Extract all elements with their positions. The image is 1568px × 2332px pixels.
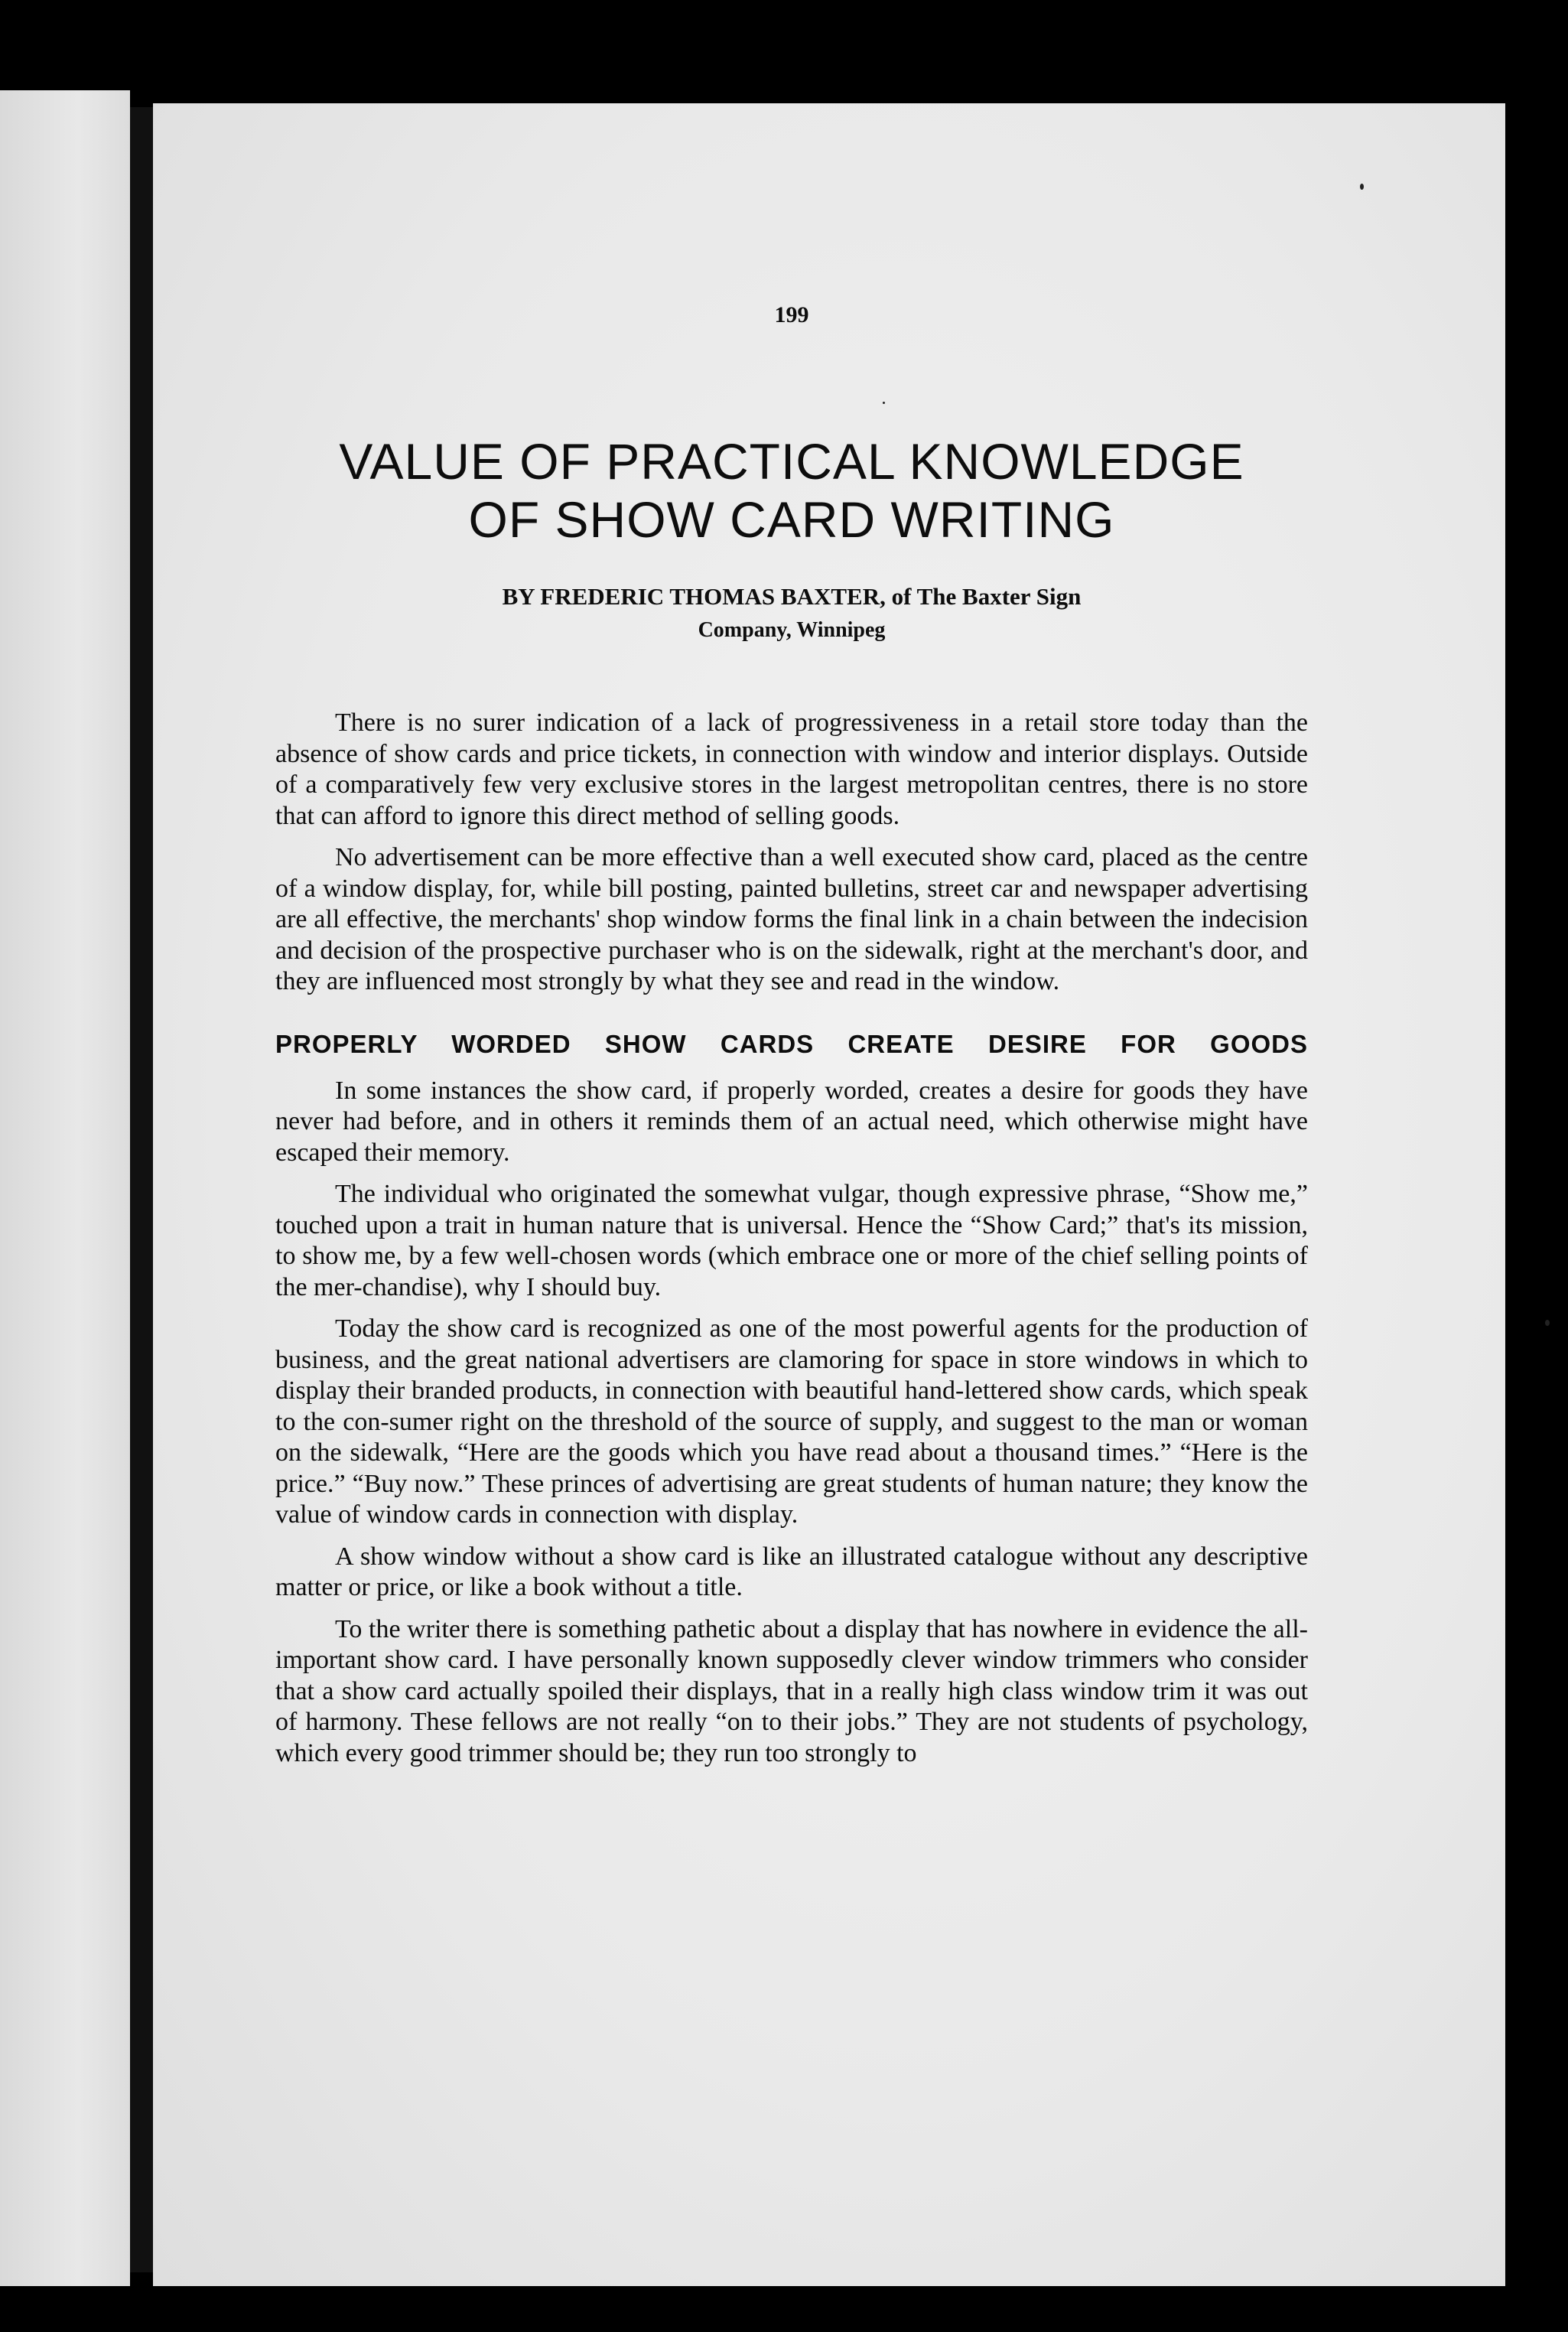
paragraph: To the writer there is something pathetic about a display that has nowhere in evidence the all-important show card. I have personally known supposedly clever window trimmers who consider that a show card actually spoiled their displays, that in a really high class window trim it was out of harmony. These fellows are not really “on to their jobs.” They are not students of psychology, which every good trimmer should be; they run too strongly to (275, 1614, 1308, 1767)
article-body (275, 708, 1308, 1769)
paragraph: There is no surer indication of a lack of progressiveness in a retail store today than the absence of show cards and price tickets, in connection with window and interior displays. Outside of a comparatively few very exclusive stores in the largest metropolitan centres, there is no store that can afford to ignore this direct method of selling goods. (275, 708, 1308, 830)
page-content (275, 302, 1308, 1780)
section-heading: PROPERLY WORDED SHOW CARDS CREATE DESIRE FOR GOODS (275, 1029, 1308, 1058)
byline-line-1: BY FREDERIC THOMAS BAXTER, of The Baxter Sign (502, 583, 1082, 610)
byline (275, 581, 1308, 647)
paragraph: In some instances the show card, if properly worded, creates a desire for goods they have never had before, and in others it reminds them of an actual need, which otherwise might have escaped their memory. (275, 1076, 1308, 1167)
paragraph: The individual who originated the somewhat vulgar, though expressive phrase, “Show me,” touched upon a trait in human nature that is universal. Hence the “Show Card;” that's its mission, to show me, by a few well-chosen words (which embrace one or more of the chief selling points of the mer-chandise), why I should buy. (275, 1180, 1308, 1301)
dust-speck (1360, 184, 1364, 190)
title-line-1: VALUE OF PRACTICAL KNOWLEDGE (339, 433, 1244, 490)
facing-page-edge (0, 90, 130, 2286)
dust-speck (1545, 1320, 1550, 1326)
title-line-2: OF SHOW CARD WRITING (468, 491, 1115, 548)
paragraph: No advertisement can be more effective than a well executed show card, placed as the centre of a window display, for, while bill posting, painted bulletins, street car and newspaper advertising are all effective, the merchants' shop window forms the final link in a chain between the indecision and decision of the prospective purchaser who is on the sidewalk, right at the merchant's door, and they are influenced most strongly by what they see and read in the window. (275, 843, 1308, 995)
byline-line-2: Company, Winnipeg (698, 618, 886, 642)
book-gutter (130, 107, 153, 2272)
paragraph: A show window without a show card is like an illustrated catalogue without any descriptive matter or price, or like a book without a title. (275, 1542, 1308, 1601)
article-title (275, 432, 1308, 549)
page-number: 199 (774, 302, 809, 327)
paragraph: Today the show card is recognized as one of the most powerful agents for the production of business, and the great national advertisers are clamoring for space in store windows in which to display their branded products, in connection with beautiful hand-lettered show cards, which speak to the con-sumer right on the threshold of the source of supply, and suggest to the man or woman on the sidewalk, “Here are the goods which you have read about a thousand times.” “Here is the price.” “Buy now.” These princes of advertising are great students of human nature; they know the value of window cards in connection with display. (275, 1314, 1308, 1529)
